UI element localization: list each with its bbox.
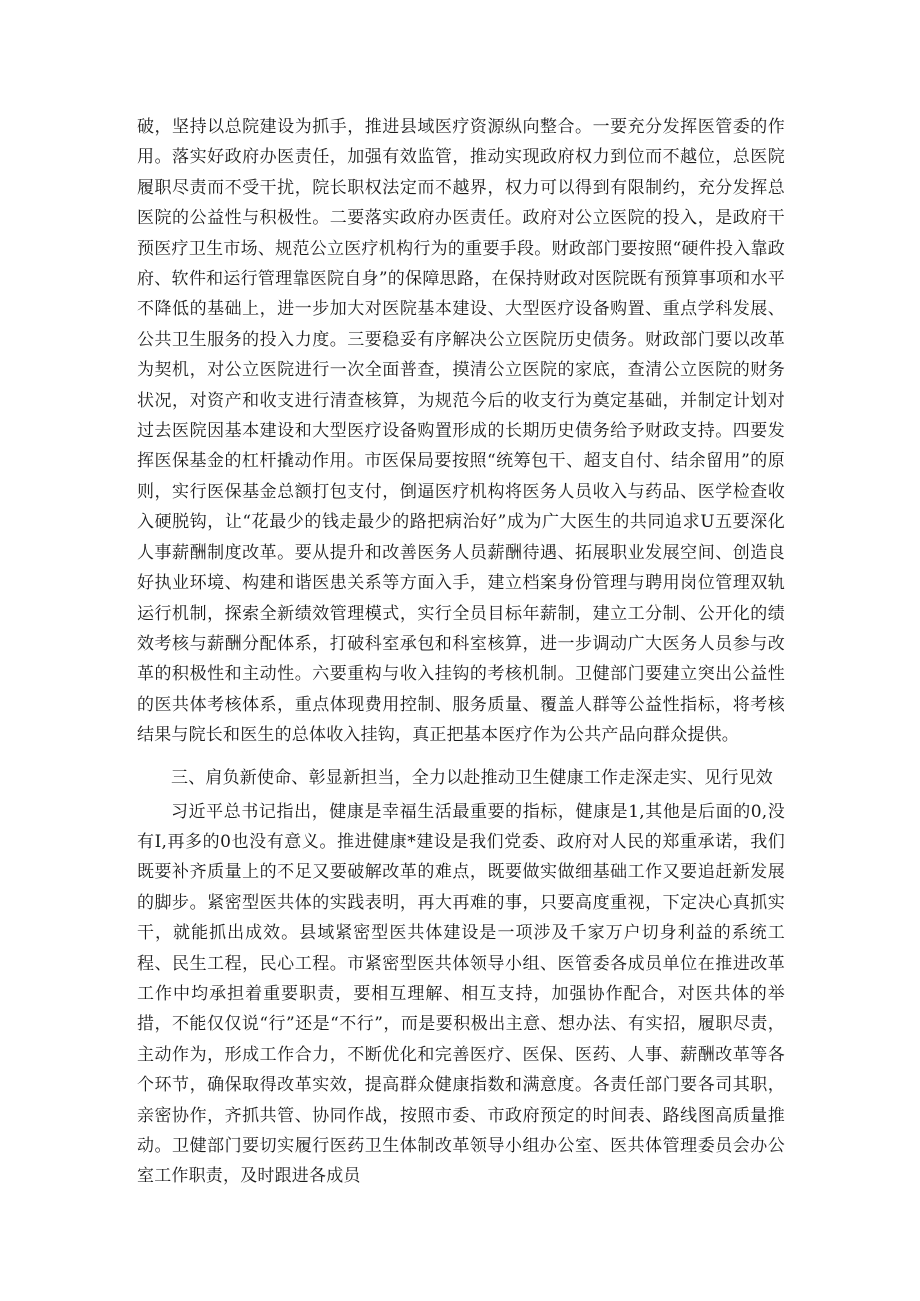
section-heading-three: 三、肩负新使命、彰显新担当，全力以赴推动卫生健康工作走深走实、见行见效 bbox=[171, 767, 773, 788]
body-paragraph-continued: 破，坚持以总院建设为抓手，推进县域医疗资源纵向整合。一要充分发挥医管委的作用。落实好政府办医责任，加强有效监管，推动实现政府权力到位而不越位，总医院履职尽责而不受干扰，院长职权法定而不越界，权力可以得到有限制约，充分发挥总医院的公益性与积极性。二要落实政府办医责任。政府对公立医院的投入，是政府干预医疗卫生市场、规范公立医疗机构行为的重要手段。财政部门要按照“硬件投入靠政府、软件和运行管理靠医院自身”的保障思路，在保持财政对医院既有预算事项和水平不降低的基础上，进一步加大对医院基本建设、大型医疗设备购置、重点学科发展、公共卫生服务的投入力度。三要稳妥有序解决公立医院历史债务。财政部门要以改革为契机，对公立医院进行一次全面普查，摸清公立医院的家底，查清公立医院的财务状况，对资产和收支进行清查核算，为规范今后的收支行为奠定基础，并制定计划对过去医院因基本建设和大型医疗设备购置形成的长期历史债务给予财政支持。四要发挥医保基金的杠杆撬动作用。市医保局要按照“统筹包干、超支自付、结余留用”的原则，实行医保基金总额打包支付，倒逼医疗机构将医务人员收入与药品、医学检查收入硬脱钩，让“花最少的钱走最少的路把病治好”成为广大医生的共同追求U五要深化人事薪酬制度改革。要从提升和改善医务人员薪酬待遇、拓展职业发展空间、创造良好执业环境、构建和谐医患关系等方面入手，建立档案身份管理与聘用岗位管理双轨运行机制，探索全新绩效管理模式，实行全员目标年薪制，建立工分制、公开化的绩效考核与薪酬分配体系，打破科室承包和科室核算，进一步调动广大医务人员参与改革的积极性和主动性。六要重构与收入挂钩的考核机制。卫健部门要建立突出公益性的医共体考核体系，重点体现费用控制、服务质量、覆盖人群等公益性指标，将考核结果与院长和医生的总体收入挂钩，真正把基本医疗作为公共产品向群众提供。 bbox=[137, 117, 785, 746]
body-paragraph: 习近平总书记指出，健康是幸福生活最重要的指标，健康是1,其他是后面的0,没有I,再多的0也没有意义。推进健康*建设是我们党委、政府对人民的郑重承诺，我们既要补齐质量上的不足又要破解改革的难点，既要做实做细基础工作又要追赶新发展的脚步。紧密型医共体的实践表明，再大再难的事，只要高度重视，下定决心真抓实干，就能抓出成效。县域紧密型医共体建设是一项涉及千家万户切身利益的系统工程、民生工程，民心工程。市紧密型医共体领导小组、医管委各成员单位在推进改革工作中均承担着重要职责，要相互理解、相互支持，加强协作配合，对医共体的举措，不能仅仅说“行”还是“不行”，而是要积极出主意、想办法、有实招，履职尽责，主动作为，形成工作合力，不断优化和完善医疗、医保、医药、人事、薪酬改革等各个环节，确保取得改革实效，提高群众健康指数和满意度。各责任部门要各司其职，亲密协作，齐抓共管、协同作战，按照市委、市政府预定的时间表、路线图高质量推动。卫健部门要切实履行医药卫生体制改革领导小组办公室、医共体管理委员会办公室工作职责，及时跟进各成员 bbox=[137, 801, 785, 1187]
document-page bbox=[137, 112, 785, 1192]
